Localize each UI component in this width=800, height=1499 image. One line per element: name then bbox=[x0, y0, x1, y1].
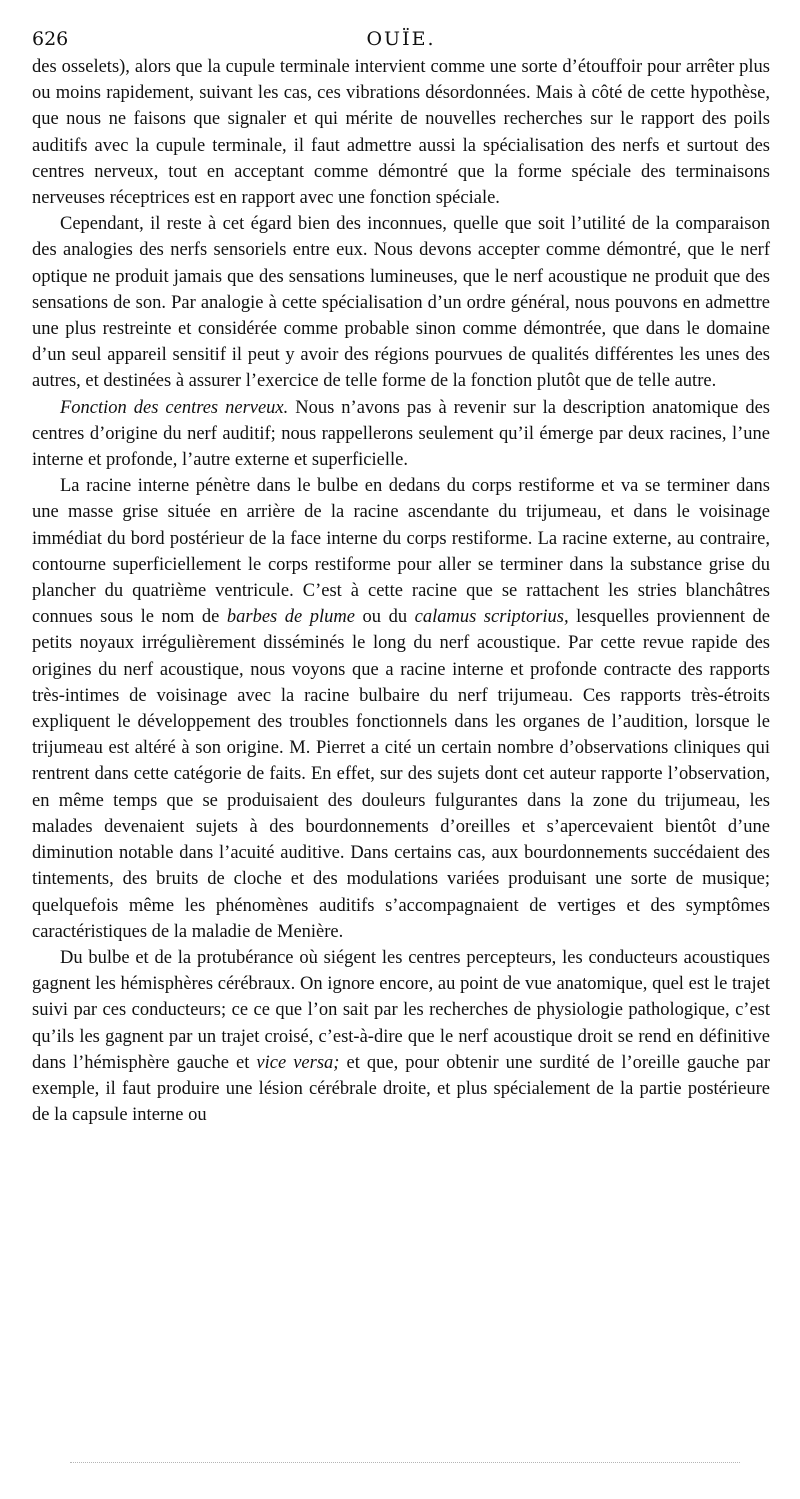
italic-term: calamus scriptorius, bbox=[414, 607, 569, 628]
text-run: Du bulbe et de la protubérance où siégent les centres percepteurs, les conducteurs acoustiques gagnent les hémisphères cérébraux. On ignore encore, au point de vue anatomique, quel est le trajet suivi par ces conducteurs; ce ce que l’on sait par les recherches de physiologie pathologique, c’est qu’ils les gagnent par un trajet croisé, c’est-à-dire que le nerf acoustique droit se rend en définitive dans l’hémisphère gauche et bbox=[32, 947, 770, 1073]
bottom-rule bbox=[70, 1462, 740, 1463]
section-heading-italic: Fonction des centres nerveux. bbox=[60, 397, 289, 418]
paragraph bbox=[32, 945, 770, 1128]
running-header bbox=[32, 24, 770, 54]
text-run: et que, pour obtenir une surdité de l’oreille gauche par exemple, il faut produire une lésion cérébrale droite, et plus spécialement de la partie postérieure de la capsule interne ou bbox=[32, 1052, 770, 1126]
running-title: OUÏE. bbox=[366, 28, 436, 50]
body-text bbox=[32, 54, 770, 1128]
text-run: ou du bbox=[355, 607, 415, 628]
italic-term: barbes de plume bbox=[226, 607, 355, 628]
page-number: 626 bbox=[32, 28, 69, 50]
text-run: des osselets), alors que la cupule terminale intervient comme une sorte d’étouffoir pour arrêter plus ou moins rapidement, suivant les cas, ces vibrations désordonnées. Mais à côté de cette hypothèse, que nous ne faisons que signaler et qui mérite de nouvelles recherches sur le rapport des poils auditifs avec la cupule terminale, il faut admettre aussi la spécialisation des nerfs et surtout des centres nerveux, tout en acceptant comme démontré que la forme spéciale des terminaisons nerveuses réceptrices est en rapport avec une fonction spéciale. bbox=[32, 57, 770, 209]
text-run: Nous n’avons pas à revenir sur la description anatomique des centres d’origine du nerf auditif; nous rappellerons seulement qu’il émerge par deux racines, l’une interne et profonde, l’autre externe et superficielle. bbox=[32, 397, 771, 471]
italic-term: vice versa; bbox=[256, 1052, 340, 1073]
paragraph-continuation bbox=[32, 54, 770, 211]
text-run: lesquelles proviennent de petits noyaux irrégulièrement disséminés le long du nerf acoustique. Par cette revue rapide des origines du nerf acoustique, nous voyons que a racine interne et profonde contracte des rapports très-intimes de voisinage avec la racine bulbaire du nerf trijumeau. Ces rapports très-étroits expliquent le développement des troubles fonctionnels dans les organes de l’audition, lorsque le trijumeau est altéré à son origine. M. Pierret a cité un certain nombre d’observations cliniques qui rentrent dans cette catégorie de faits. En effet, sur des sujets dont cet auteur rapporte l’observation, en même temps que se produisaient des douleurs fulgurantes dans la zone du trijumeau, les malades devenaient sujets à des bourdonnements d’oreilles et s’apercevaient bientôt d’une diminution notable dans l’acuité auditive. Dans certains cas, aux bourdonnements succédaient des tintements, des bruits de cloche et des modulations variées produisant une sorte de musique; quelquefois même les phénomènes auditifs s’accompagnaient de vertiges et des symptômes caractéristiques de la maladie de Menière. bbox=[32, 607, 770, 942]
paragraph bbox=[32, 395, 770, 474]
text-run: Cependant, il reste à cet égard bien des inconnues, quelle que soit l’utilité de la comparaison des analogies des nerfs sensoriels entre eux. Nous devons accepter comme démontré, que le nerf optique ne produit jamais que des sensations lumineuses, que le nerf acoustique ne produit que des sensations de son. Par analogie à cette spécialisation d’un ordre général, nous pouvons en admettre une plus restreinte et considérée comme probable sinon comme démontrée, que dans le domaine d’un seul appareil sensitif il peut y avoir des régions pourvues de qualités différentes les unes des autres, et destinées à assurer l’exercice de telle forme de la fonction plutôt que de telle autre. bbox=[32, 214, 770, 392]
paragraph bbox=[32, 211, 770, 394]
paragraph bbox=[32, 473, 770, 945]
text-run: La racine interne pénètre dans le bulbe en dedans du corps restiforme et va se terminer dans une masse grise située en arrière de la racine ascendante du trijumeau, et dans le voisinage immédiat du bord postérieur de la face interne du corps restiforme. La racine externe, au contraire, contourne superficiellement le corps restiforme pour aller se terminer dans la substance grise du plancher du quatrième ventricule. C’est à cette racine que se rattachent les stries blanchâtres connues sous le nom de bbox=[32, 476, 770, 628]
